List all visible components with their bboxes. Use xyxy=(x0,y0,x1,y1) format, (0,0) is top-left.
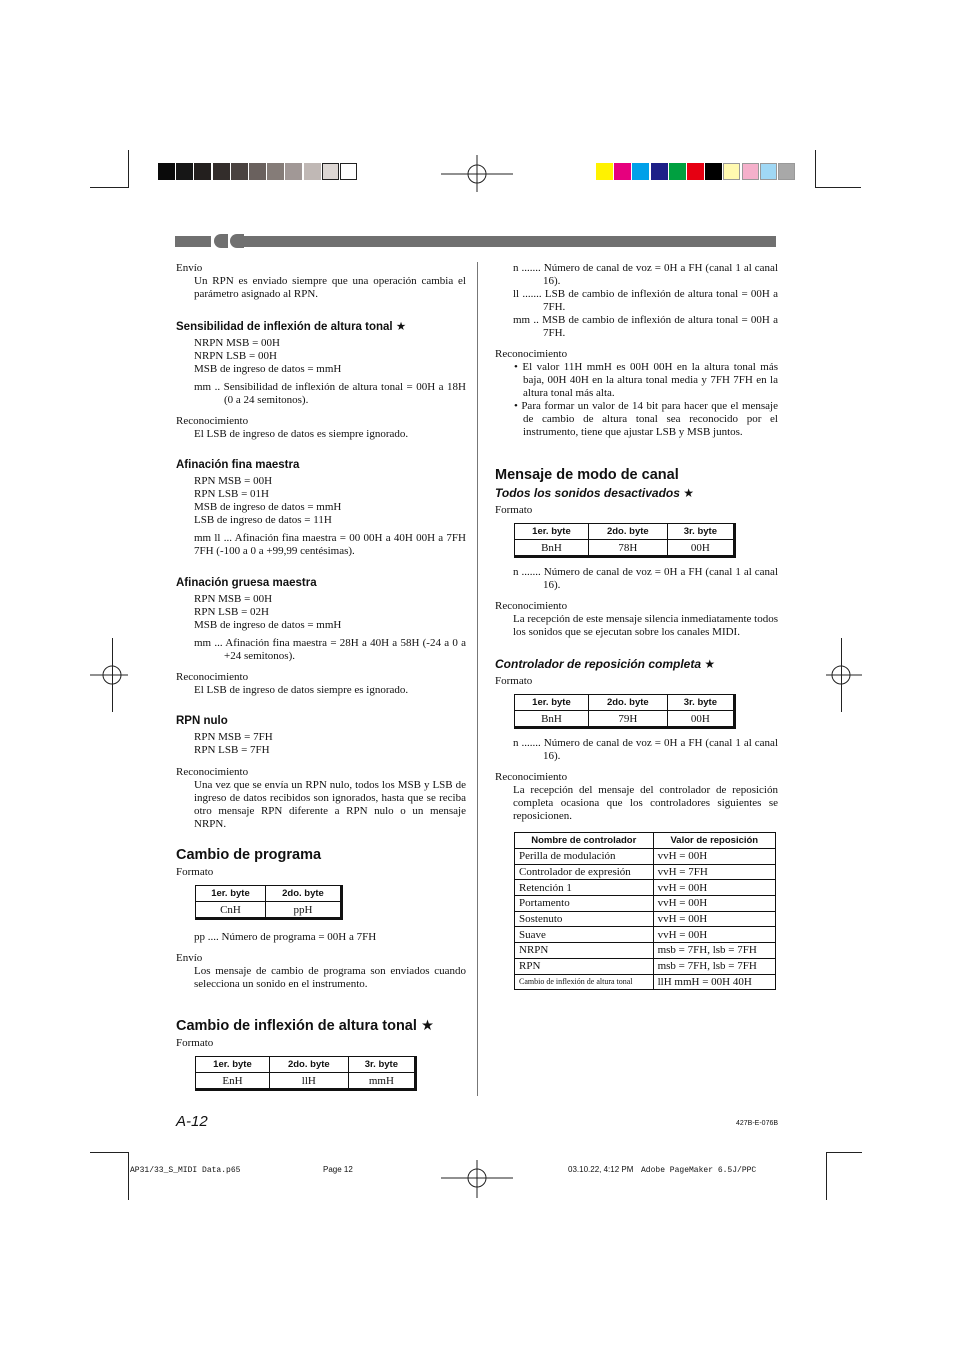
section-afinacion-fina-title: Afinación fina maestra xyxy=(176,459,300,471)
ctrl-formato: Formato xyxy=(495,675,533,687)
nulo-lines xyxy=(176,731,466,757)
nulo-line: RPN LSB = 7FH xyxy=(194,744,270,756)
table-cell: 78H xyxy=(588,540,667,557)
table-row xyxy=(515,958,776,974)
pitch-bend-table xyxy=(195,1056,417,1091)
section-cambio-inflexion-title: Cambio de inflexión de altura tonal ★ xyxy=(176,1018,434,1034)
gray-swatch xyxy=(322,163,339,180)
fina-line: LSB de ingreso de datos = 11H xyxy=(194,514,332,526)
table-cell: Retención 1 xyxy=(515,880,654,896)
color-swatch xyxy=(651,163,668,180)
table-cell: BnH xyxy=(515,540,589,557)
gray-swatch xyxy=(231,163,248,180)
table-cell: vvH = 00H xyxy=(653,849,775,865)
left-column xyxy=(176,262,466,1091)
table-cell: msb = 7FH, lsb = 7FH xyxy=(653,943,775,959)
table-cell: Sostenuto xyxy=(515,911,654,927)
mm-msb: mm .. MSB de cambio de inflexión de altura tonal = 00H a 7FH. xyxy=(513,314,778,339)
prog-envio-label: Envío xyxy=(176,952,203,964)
star-icon: ★ xyxy=(704,657,716,671)
prog-envio-text: Los mensaje de cambio de programa son enviados cuando selecciona un sonido en el instrumento. xyxy=(194,965,466,990)
gray-swatch xyxy=(158,163,175,180)
ctrl-title: Controlador de reposición completa ★ xyxy=(495,657,716,671)
nulo-rec-text: Una vez que se envía un RPN nulo, todos los MSB y LSB de ingreso de datos recibidos son ignorados, hasta que se reciba otro mensaje RPN diferente a RPN nulo o un mensaje NRPN. xyxy=(194,779,466,830)
color-swatch xyxy=(742,163,759,180)
table-cell: NRPN xyxy=(515,943,654,959)
prog-formato: Formato xyxy=(176,866,214,878)
section-cambio-programa-title: Cambio de programa xyxy=(176,847,322,863)
gruesa-rec-label: Reconocimiento xyxy=(176,671,249,683)
gray-swatch xyxy=(249,163,266,180)
fina-mm: mm ll ... Afinación fina maestra = 00 00H a 40H 00H a 7FH 7FH (-100 a 0 a +99,99 centésimas). xyxy=(194,532,466,557)
list-item: • Para formar un valor de 14 bit para hacer que el mensaje de cambio de altura tonal sea reconocido por el instrumento, tiene que ajustar LSB y MSB juntos. xyxy=(514,400,778,438)
sens-rec-label: Reconocimiento xyxy=(176,415,249,427)
section-afinacion-gruesa-title: Afinación gruesa maestra xyxy=(176,577,317,589)
nulo-rec-label: Reconocimiento xyxy=(176,766,249,778)
color-swatch xyxy=(632,163,649,180)
app-label: Adobe PageMaker 6.5J/PPC xyxy=(641,1166,757,1175)
table-cell: EnH xyxy=(196,1073,270,1090)
table-cell: vvH = 00H xyxy=(653,911,775,927)
todos-rec-text: La recepción de este mensaje silencia inmediatamente todos los sonidos que se ejecutan sobre los canales MIDI. xyxy=(513,613,778,638)
ctrl-rec-text: La recepción del mensaje del controlador de reposición completa ocasiona que los controladores siguientes se reposicionen. xyxy=(513,784,778,822)
table-cell: msb = 7FH, lsb = 7FH xyxy=(653,958,775,974)
table-row xyxy=(515,864,776,880)
table-row xyxy=(515,849,776,865)
star-icon: ★ xyxy=(683,486,695,500)
table-cell: 00H xyxy=(667,540,734,557)
table-header: 1er. byte xyxy=(196,886,266,902)
sens-lines xyxy=(176,337,466,376)
all-sound-off-table xyxy=(514,523,736,558)
gruesa-line: RPN MSB = 00H xyxy=(194,593,273,605)
table-header: Valor de reposición xyxy=(653,833,775,849)
table-header: 3r. byte xyxy=(667,695,734,711)
table-cell: 79H xyxy=(588,711,667,728)
table-cell: CnH xyxy=(196,902,266,919)
infl-formato: Formato xyxy=(176,1037,214,1049)
table-header: Nombre de controlador xyxy=(515,833,654,849)
table-header: 3r. byte xyxy=(667,524,734,540)
list-item: • El valor 11H mmH es 00H 00H en la altura tonal más baja, 00H 40H en la altura tonal media y 7FH 7FH en la altura tonal más alta. xyxy=(514,361,778,399)
gray-swatch xyxy=(304,163,321,180)
table-header: 3r. byte xyxy=(348,1057,415,1073)
section-rpn-nulo-title: RPN nulo xyxy=(176,715,228,727)
gruesa-mm: mm ... Afinación fina maestra = 28H a 40H a 58H (-24 a 0 a +24 semitonos). xyxy=(194,637,466,662)
color-swatch xyxy=(760,163,777,180)
table-cell: llH mmH = 00H 40H xyxy=(653,974,775,990)
table-row xyxy=(515,911,776,927)
table-row xyxy=(515,943,776,959)
color-swatch xyxy=(723,163,740,180)
page-label: Page 12 xyxy=(323,1165,353,1174)
right-column xyxy=(495,262,778,990)
table-header: 1er. byte xyxy=(515,695,589,711)
date-label: 03.10.22, 4:12 PM xyxy=(568,1165,634,1174)
table-cell: ppH xyxy=(265,902,341,919)
table-header: 2do. byte xyxy=(269,1057,348,1073)
sens-line: NRPN MSB = 00H xyxy=(194,337,280,349)
table-row xyxy=(515,880,776,896)
table-row xyxy=(515,896,776,912)
envio-label: Envío xyxy=(176,262,203,274)
todos-formato: Formato xyxy=(495,504,533,516)
table-cell: Controlador de expresión xyxy=(515,864,654,880)
table-cell: mmH xyxy=(348,1073,415,1090)
controller-reset-values-table xyxy=(514,832,776,990)
gray-swatch xyxy=(267,163,284,180)
column-divider xyxy=(477,262,478,1096)
gray-swatch xyxy=(194,163,211,180)
table-cell: vvH = 7FH xyxy=(653,864,775,880)
envio-text: Un RPN es enviado siempre que una operación cambia el parámetro asignado al RPN. xyxy=(194,275,466,300)
table-cell: vvH = 00H xyxy=(653,927,775,943)
sens-line: MSB de ingreso de datos = mmH xyxy=(194,363,342,375)
fina-line: MSB de ingreso de datos = mmH xyxy=(194,501,342,513)
table-header: 2do. byte xyxy=(588,695,667,711)
table-cell: vvH = 00H xyxy=(653,880,775,896)
sens-rec-text: El LSB de ingreso de datos es siempre ignorado. xyxy=(194,428,409,440)
gruesa-lines xyxy=(176,593,466,632)
table-cell: Cambio de inflexión de altura tonal xyxy=(515,974,654,990)
color-swatch xyxy=(614,163,631,180)
fina-line: RPN LSB = 01H xyxy=(194,488,269,500)
color-swatch xyxy=(778,163,795,180)
color-swatch xyxy=(596,163,613,180)
color-swatch xyxy=(669,163,686,180)
gruesa-line: RPN LSB = 02H xyxy=(194,606,269,618)
table-cell: vvH = 00H xyxy=(653,896,775,912)
table-cell: llH xyxy=(269,1073,348,1090)
page-number: A-12 xyxy=(176,1113,208,1130)
reset-all-controllers-table xyxy=(514,694,736,729)
gray-swatch xyxy=(285,163,302,180)
table-row xyxy=(515,974,776,990)
table-cell: Portamento xyxy=(515,896,654,912)
color-swatch xyxy=(705,163,722,180)
fina-lines xyxy=(176,475,466,527)
gruesa-line: MSB de ingreso de datos = mmH xyxy=(194,619,342,631)
table-header: 1er. byte xyxy=(196,1057,270,1073)
ll-lsb: ll ....... LSB de cambio de inflexión de altura tonal = 00H a 7FH. xyxy=(513,288,778,313)
gray-swatch xyxy=(213,163,230,180)
section-modo-canal-title: Mensaje de modo de canal xyxy=(495,467,679,483)
gray-swatch xyxy=(340,163,357,180)
sens-line: NRPN LSB = 00H xyxy=(194,350,277,362)
gray-swatch xyxy=(176,163,193,180)
table-row xyxy=(515,927,776,943)
rec1-label: Reconocimiento xyxy=(495,348,568,360)
gruesa-rec-text: El LSB de ingreso de datos siempre es ignorado. xyxy=(194,684,409,696)
nulo-line: RPN MSB = 7FH xyxy=(194,731,273,743)
table-header: 2do. byte xyxy=(588,524,667,540)
ctrl-rec-label: Reconocimiento xyxy=(495,771,568,783)
document-code: 427B-E-076B xyxy=(736,1120,779,1127)
table-cell: BnH xyxy=(515,711,589,728)
program-change-table xyxy=(195,885,343,920)
star-icon: ★ xyxy=(395,321,407,333)
table-header: 1er. byte xyxy=(515,524,589,540)
file-name: AP31/33_S_MIDI Data.p65 xyxy=(130,1166,241,1175)
todos-n: n ....... Número de canal de voz = 0H a FH (canal 1 al canal 16). xyxy=(513,566,778,591)
table-cell: Suave xyxy=(515,927,654,943)
section-sensibilidad-title: Sensibilidad de inflexión de altura tonal ★ xyxy=(176,321,407,333)
ctrl-n: n ....... Número de canal de voz = 0H a FH (canal 1 al canal 16). xyxy=(513,737,778,762)
color-swatch xyxy=(687,163,704,180)
table-cell: 00H xyxy=(667,711,734,728)
table-cell: RPN xyxy=(515,958,654,974)
prog-pp: pp .... Número de programa = 00H a 7FH xyxy=(194,931,377,943)
todos-title: Todos los sonidos desactivados ★ xyxy=(495,486,695,500)
table-header: 2do. byte xyxy=(265,886,341,902)
fina-line: RPN MSB = 00H xyxy=(194,475,273,487)
todos-rec-label: Reconocimiento xyxy=(495,600,568,612)
n-channel: n ....... Número de canal de voz = 0H a FH (canal 1 al canal 16). xyxy=(513,262,778,287)
table-cell: Perilla de modulación xyxy=(515,849,654,865)
sens-mm: mm .. Sensibilidad de inflexión de altura tonal = 00H a 18H (0 a 24 semitonos). xyxy=(194,381,466,406)
star-icon: ★ xyxy=(420,1018,434,1034)
